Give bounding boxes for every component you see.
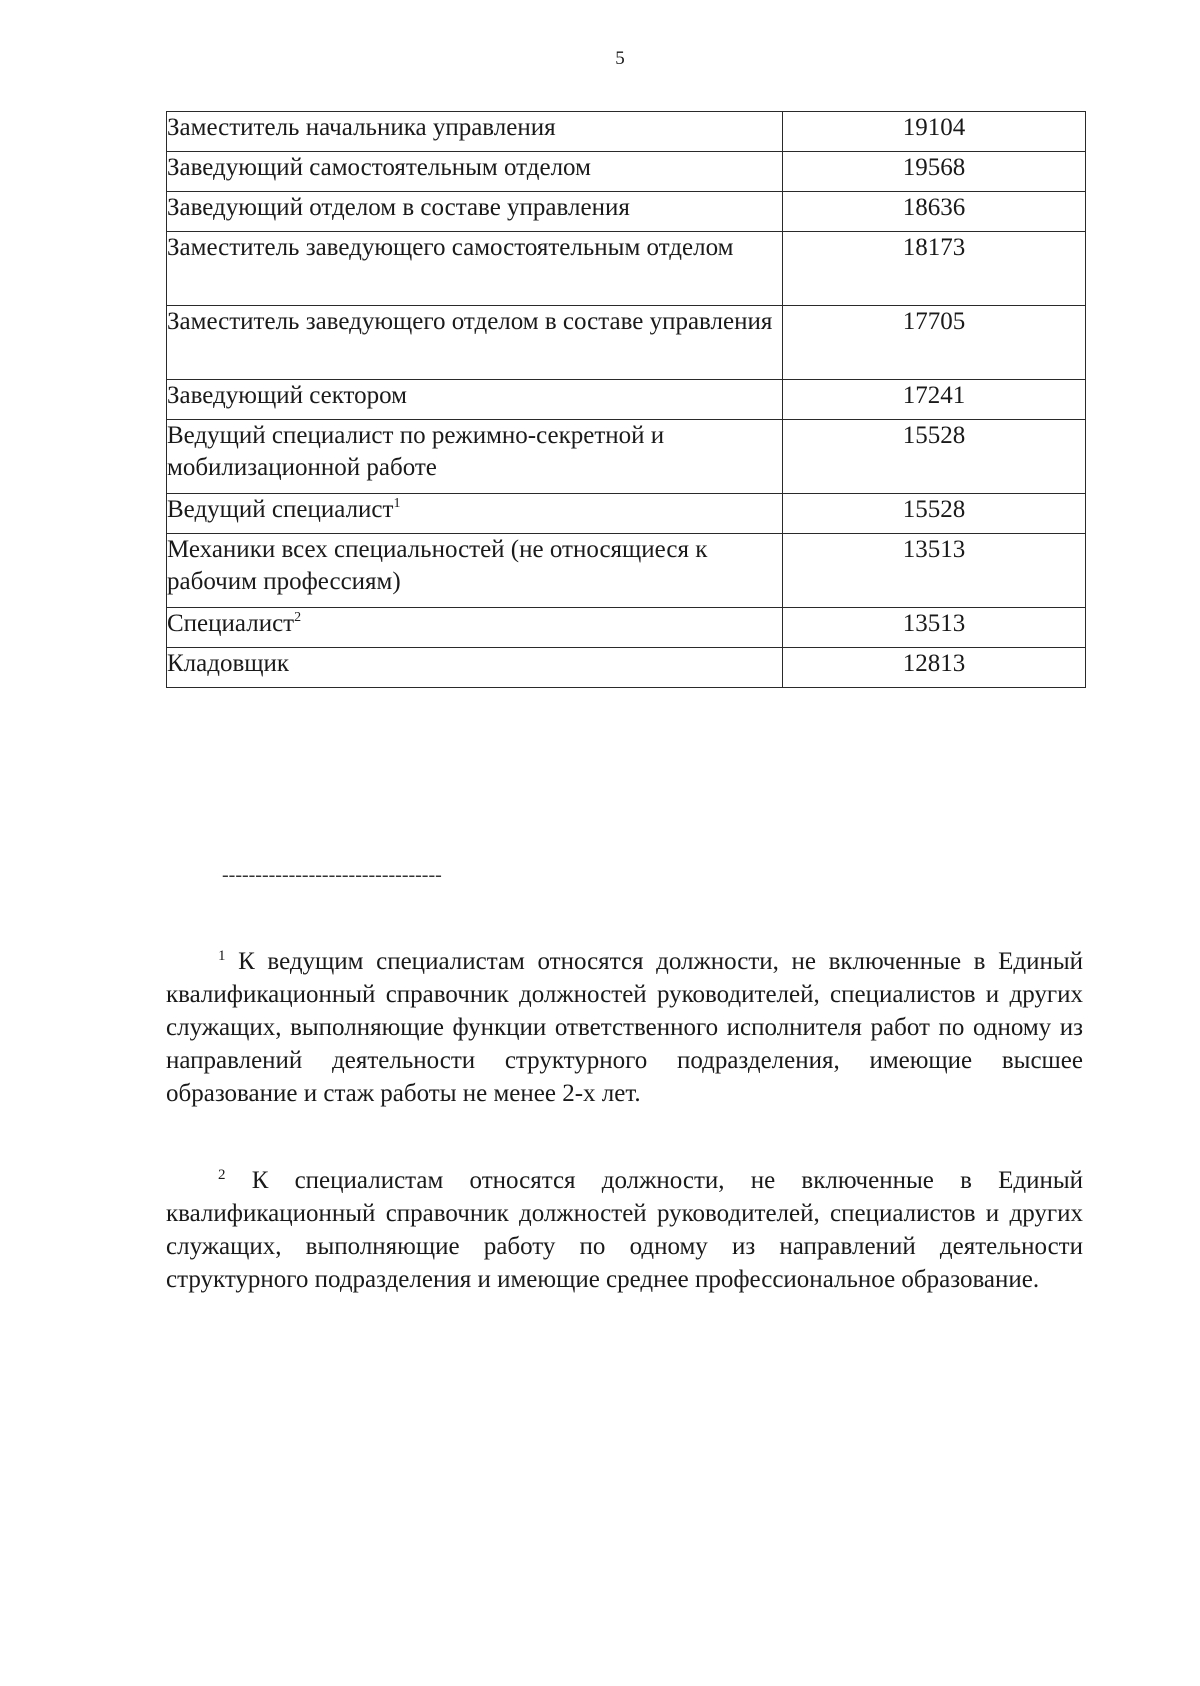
position-cell: [167, 494, 783, 534]
salary-cell: 18173: [783, 232, 1086, 306]
table-row: [167, 648, 1086, 688]
salary-cell: 19568: [783, 152, 1086, 192]
salary-table: [166, 111, 1086, 688]
footnote-mark: 1: [218, 948, 226, 964]
position-label: Специалист: [167, 610, 295, 637]
table-row: [167, 608, 1086, 648]
footnote-text: К ведущим специалистам относятся должности, не включенные в Единый квалификационный справочник должностей руководителей, специалистов и других служащих, выполняющие функции ответственного исполнителя работ по одному из направлений деятельности структурного подразделения, имеющие высшее образование и стаж работы не менее 2-х лет.: [166, 948, 1084, 1107]
position-label: Заведующий самостоятельным отделом: [167, 154, 591, 181]
position-cell: [167, 380, 783, 420]
salary-cell: 15528: [783, 494, 1086, 534]
position-label: Кладовщик: [167, 650, 290, 677]
salary-cell: 13513: [783, 608, 1086, 648]
table-row: [167, 232, 1086, 306]
table-row: [167, 494, 1086, 534]
table-row: [167, 534, 1086, 608]
page-number: 5: [615, 48, 625, 69]
position-cell: [167, 152, 783, 192]
salary-cell: 17705: [783, 306, 1086, 380]
salary-cell: 18636: [783, 192, 1086, 232]
position-cell: [167, 192, 783, 232]
footnote-ref-2: 2: [294, 610, 302, 625]
position-label: Заведующий сектором: [167, 382, 407, 409]
position-label: Ведущий специалист: [167, 496, 394, 523]
position-cell: [167, 232, 783, 306]
table-row: [167, 192, 1086, 232]
salary-cell: 19104: [783, 112, 1086, 152]
footnote-ref-1: 1: [393, 496, 401, 511]
table-row: [167, 420, 1086, 494]
table-row: [167, 152, 1086, 192]
position-label: Механики всех специальностей (не относящиеся к рабочим профессиям): [167, 536, 708, 595]
position-label: Ведущий специалист по режимно-секретной и мобилизационной работе: [167, 422, 665, 481]
footnote-2: [166, 1164, 1083, 1296]
position-cell: [167, 420, 783, 494]
footnote-mark: 2: [218, 1167, 226, 1183]
salary-cell: 12813: [783, 648, 1086, 688]
footnote-divider: ---------------------------------: [222, 864, 442, 886]
position-label: Заместитель заведующего отделом в составе управления: [167, 308, 773, 335]
salary-cell: 17241: [783, 380, 1086, 420]
position-label: Заведующий отделом в составе управления: [167, 194, 630, 221]
footnote-1: [166, 945, 1083, 1110]
footnote-text: К специалистам относятся должности, не включенные в Единый квалификационный справочник должностей руководителей, специалистов и других служащих, выполняющие работу по одному из направлений деятельности структурного подразделения и имеющие среднее профессиональное образование.: [166, 1167, 1083, 1293]
position-cell: [167, 648, 783, 688]
position-cell: [167, 608, 783, 648]
salary-cell: 13513: [783, 534, 1086, 608]
table-row: [167, 112, 1086, 152]
table-row: [167, 306, 1086, 380]
position-cell: [167, 534, 783, 608]
position-label: Заместитель заведующего самостоятельным отделом: [167, 234, 734, 261]
position-cell: [167, 306, 783, 380]
position-label: Заместитель начальника управления: [167, 114, 556, 141]
salary-cell: 15528: [783, 420, 1086, 494]
position-cell: [167, 112, 783, 152]
table-row: [167, 380, 1086, 420]
